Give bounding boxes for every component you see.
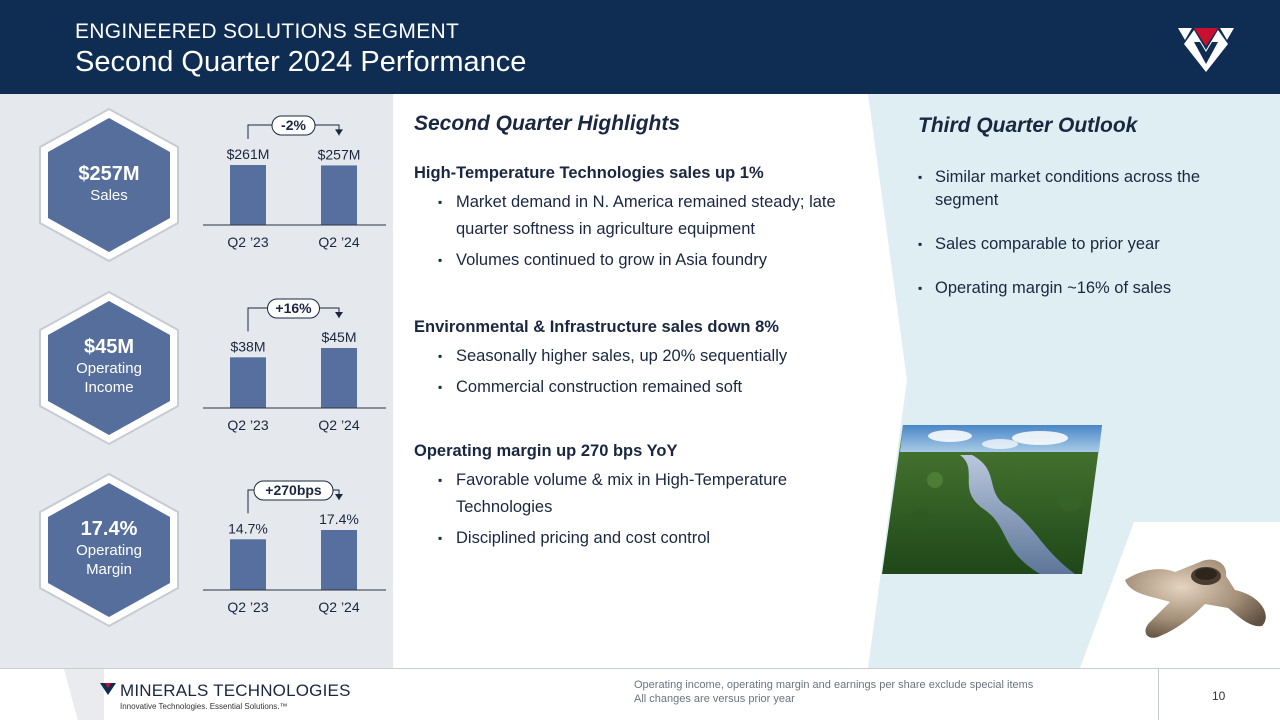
footer-divider xyxy=(1158,669,1159,720)
highlight-bullet: ▪ Favorable volume & mix in High-Temperature Technologies xyxy=(414,467,864,521)
highlight-bullet: ▪ Commercial construction remained soft xyxy=(414,374,864,401)
outlook-title: Third Quarter Outlook xyxy=(918,114,1138,137)
footer-brand: MINERALS TECHNOLOGIES xyxy=(120,681,351,700)
footer-tagline: Innovative Technologies. Essential Solutions.™ xyxy=(120,702,288,711)
bar-data-label: $261M xyxy=(226,146,270,162)
kpi-label: Sales xyxy=(90,186,128,204)
change-label: +270bps xyxy=(265,482,322,498)
footer-notes xyxy=(634,678,1033,706)
page-title: Second Quarter 2024 Performance xyxy=(75,46,527,78)
highlight-bullet: ▪ Seasonally higher sales, up 20% sequentially xyxy=(414,343,864,370)
bar-data-label: $45M xyxy=(321,329,357,345)
change-label: -2% xyxy=(281,117,306,133)
footer-note-1: Operating income, operating margin and earnings per share exclude special items xyxy=(634,679,1034,691)
kpi-label: Operating xyxy=(76,542,142,559)
bar-data-label: $38M xyxy=(230,338,266,355)
kpi-value: $257M xyxy=(78,162,140,185)
kpi-label: Operating xyxy=(76,360,142,377)
outlook-bullet: ▪ Similar market conditions across the segment xyxy=(918,166,1258,212)
highlight-heading: High-Temperature Technologies sales up 1% xyxy=(414,164,764,182)
highlight-heading: Environmental & Infrastructure sales down 8% xyxy=(414,318,779,336)
footer xyxy=(0,668,1280,720)
bar-data-label: 14.7% xyxy=(228,520,268,537)
footer-shape xyxy=(64,669,104,720)
bar-category-label: Q2 ’24 xyxy=(318,417,360,433)
kpi-value: $45M xyxy=(83,336,135,358)
kpi-value: 17.4% xyxy=(80,518,138,540)
bar-category-label: Q2 ’23 xyxy=(227,599,269,615)
footer-note-2: All changes are versus prior year xyxy=(634,693,795,705)
bar-category-label: Q2 ’24 xyxy=(318,234,360,250)
highlight-bullet: ▪ Market demand in N. America remained steady; late quarter softness in agriculture equipment xyxy=(414,189,864,243)
segment-kicker: ENGINEERED SOLUTIONS SEGMENT xyxy=(75,20,460,43)
highlight-bullet: ▪ Disciplined pricing and cost control xyxy=(414,525,864,552)
page-number: 10 xyxy=(1212,689,1226,703)
highlight-bullet: ▪ Volumes continued to grow in Asia foundry xyxy=(414,247,864,274)
rainforest-photo xyxy=(882,425,1102,574)
bar-category-label: Q2 ’24 xyxy=(318,599,360,615)
bar-category-label: Q2 ’23 xyxy=(227,234,269,250)
outlook-bullet: ▪ Operating margin ~16% of sales xyxy=(918,277,1258,300)
outlook-bullet: ▪ Sales comparable to prior year xyxy=(918,233,1258,256)
kpi-label: Margin xyxy=(86,561,132,578)
bar-data-label: 17.4% xyxy=(319,511,359,527)
highlights-title: Second Quarter Highlights xyxy=(414,112,681,135)
kpi-label: Income xyxy=(84,379,134,396)
outlook-list xyxy=(918,166,1258,321)
bar-data-label: $257M xyxy=(317,146,361,163)
footer-logo-icon xyxy=(100,683,116,695)
change-label: +16% xyxy=(275,300,312,316)
highlight-heading: Operating margin up 270 bps YoY xyxy=(414,442,678,460)
bar-category-label: Q2 ’23 xyxy=(227,417,269,433)
